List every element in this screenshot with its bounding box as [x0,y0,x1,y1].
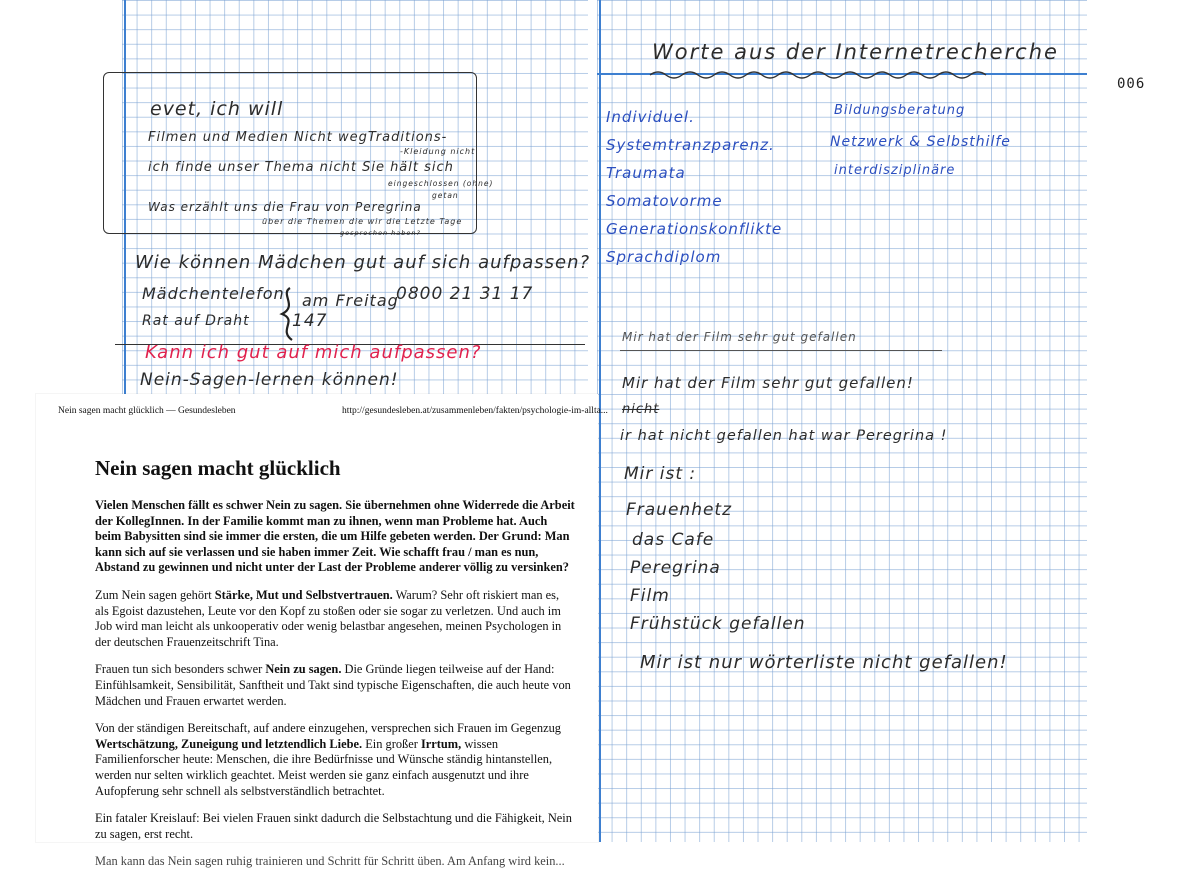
article-paragraph: Ein fataler Kreislauf: Bei vielen Frauen sinkt dadurch die Selbstachtung und die Fähigkeit, Nein zu sagen, erst recht. [95,811,572,841]
word-traumata: Traumata [606,164,686,182]
page-number: 006 [1117,76,1146,92]
article-title: Nein sagen macht glücklich [95,456,341,480]
heading-wavy-underline [650,68,1000,82]
handwritten-film-gut: Mir hat der Film sehr gut gefallen! [622,374,914,392]
handwritten-gesprochen: gesprochen haben? [340,229,421,237]
word-bildungsberatung: Bildungsberatung [834,103,966,118]
handwritten-question-maedchen: Wie können Mädchen gut auf sich aufpassen? [135,252,591,273]
handwritten-brace-mark [270,284,306,344]
handwritten-list-item: Film [630,586,670,606]
handwritten-red-question: Kann ich gut auf mich aufpassen? [145,342,482,363]
article-paragraph-cut: Man kann das Nein sagen ruhig trainieren und Schritt für Schritt üben. Am Anfang wird kein... [95,854,565,869]
article-header-title: Nein sagen macht glücklich — Gesundesleben [58,406,236,416]
handwritten-crossed-word: nicht [622,402,660,417]
handwritten-list-item: das Cafe [632,530,715,550]
handwritten-list-item: Peregrina [630,558,721,578]
article-lead: Vielen Menschen fällt es schwer Nein zu sagen. Sie übernehmen ohne Widerrede die Arbeit der KollegInnen. In der Familie kommt man zu ihnen, wenn man Probleme hat. Auch beim Babysitten sind sie immer die ersten, die um Hilfe gebeten werden. Der Grund: Man kann sich auf sie verlassen und sie haben immer Zeit. Wie schafft frau / man es nun, Abstand zu gewinnen und nicht unter der Last der Probleme anderer völlig zu versinken? [95,498,575,575]
article-paragraph: Frauen tun sich besonders schwer Nein zu sagen. Die Gründe liegen teilweise auf der Hand: Einfühlsamkeit, Sensibilität, Sanftheit und Takt sind typische Eigenschaften, die auch heute von Mädchen und Frauen erwartet werden. [95,662,571,708]
handwritten-was-erzaehlt: Was erzählt uns die Frau von Peregrina [148,200,422,214]
handwritten-list-item: Frauenhetz [626,500,733,520]
article-body [95,498,575,882]
handwritten-nicht-gefallen: ir hat nicht gefallen hat war Peregrina ! [620,428,948,444]
word-systemtranzparenz: Systemtranzparenz. [606,136,775,154]
handwritten-unser-thema: ich finde unser Thema nicht Sie hält sich [148,160,454,175]
handwritten-evet-ich-will: evet, ich will [150,98,284,120]
handwritten-nein-sagen: Nein-Sagen-lernen können! [140,370,399,390]
article-paragraph: Von der ständigen Bereitschaft, auf andere einzugehen, versprechen sich Frauen im Gegenzug Wertschätzung, Zuneigung und letztendlich Liebe. Ein großer Irrtum, wissen Familienforscher heute: Menschen, die ihre Bedürfnisse und Wünsche ständig hintanstellen, werden nur selten wirklich geachtet. Meist werden sie ganz einfach ausgenutzt und ihre Aufopferung sehr schnell als selbstverständlich betrachtet. [95,721,561,798]
article-header-url: http://gesundesleben.at/zusammenleben/fakten/psychologie-im-allta... [342,406,608,416]
word-somatovorme: Somatovorme [606,192,723,210]
handwritten-list-item: Frühstück gefallen [630,614,806,634]
handwritten-note-getan: getan [432,191,459,200]
handwritten-maedchentelefon: Mädchentelefon [142,284,285,303]
word-generationskonflikte: Generationskonflikte [606,220,783,238]
handwritten-am-freitag: am Freitag [302,291,399,310]
handwritten-filmen-medien: Filmen und Medien Nicht wegTraditions- [148,130,448,145]
article-paragraph: Zum Nein sagen gehört Stärke, Mut und Selbstvertrauen. Warum? Sehr oft riskiert man es, als Egoist dazustehen, Leute vor den Kopf zu stoßen oder sie sogar zu verletzen. Und auch im Job wird man leicht als unkooperativ oder wenig belastbar angesehen, meinen Psychologen in der deutschen Frauenzeitschrift Tina. [95,587,562,649]
word-netzwerk-selbsthilfe: Netzwerk & Selbsthilfe [830,134,1011,150]
handwritten-note-eingeschlossen: eingeschlossen (ohne) [388,179,494,188]
page-margin-line-right [599,0,601,842]
handwritten-mir-ist: Mir ist : [624,464,697,484]
handwritten-ueber-die-themen: über die Themen die wir die Letzte Tage [262,217,463,226]
handwritten-heading: Worte aus der Internetrecherche [652,40,1059,64]
notebook-page-right [597,0,1087,842]
pencil-underline [620,350,942,351]
pencil-sentence: Mir hat der Film sehr gut gefallen [622,330,857,344]
handwritten-final-sentence: Mir ist nur wörterliste nicht gefallen! [640,652,1008,673]
word-interdisziplinaere: interdisziplinäre [834,163,956,178]
handwritten-rat-number: 147 [292,311,328,331]
word-sprachdiplom: Sprachdiplom [606,248,722,266]
word-individuel: Individuel. [606,108,695,126]
handwritten-phone-number: 0800 21 31 17 [396,284,534,304]
printed-article [36,394,608,869]
handwritten-note-kleidung: -Kleidung nicht [400,147,476,156]
handwritten-rat-auf-draht: Rat auf Draht [142,313,250,329]
